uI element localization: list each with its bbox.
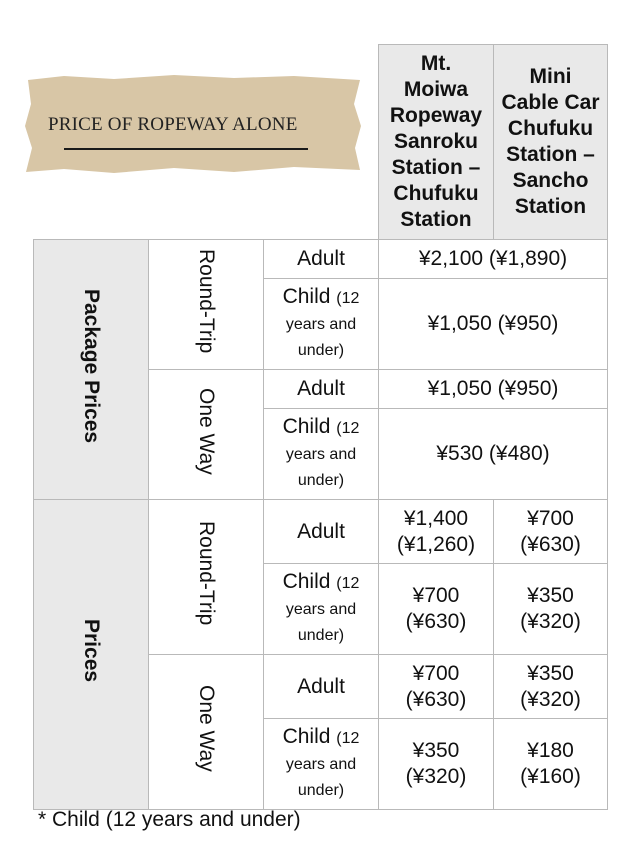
fare-type-adult: Adult [264, 370, 379, 409]
child-label-line-1 [264, 414, 378, 442]
price-value: ¥180 [527, 739, 574, 762]
header-spacer [34, 45, 379, 240]
col-ropeway-line-6: Chufuku [393, 182, 479, 205]
price-table [33, 44, 608, 810]
child-label-line-2: years and [285, 601, 357, 618]
column-header-ropeway [379, 45, 494, 240]
price-discount: (¥320) [520, 687, 581, 711]
child-word: Child [282, 570, 331, 593]
price-cable-round-child [494, 564, 608, 655]
price-cable-one-adult [494, 655, 608, 719]
price-ropeway-one-child [379, 719, 494, 810]
section-package-label: Package Prices [80, 288, 103, 444]
banner-title: PRICE OF ROPEWAY ALONE [48, 114, 298, 135]
price-discount: (¥320) [405, 765, 467, 788]
price-ropeway-one-adult [379, 655, 494, 719]
trip-round-label: Round-Trip [195, 521, 218, 626]
trip-one-way-label: One Way [195, 387, 218, 475]
price-value: ¥350 [527, 661, 574, 685]
price-value: ¥700 [527, 506, 574, 530]
child-label-line-3: under) [297, 342, 345, 359]
price-discount: (¥630) [405, 687, 467, 711]
child-word: Child [282, 285, 331, 308]
trip-round-prices [149, 500, 264, 655]
price-value: ¥1,400 [403, 506, 469, 530]
price-package-round-adult: ¥2,100 (¥1,890) [379, 240, 608, 279]
child-label-line-2: years and [285, 316, 357, 333]
section-package-prices [34, 240, 149, 500]
fare-type-adult: Adult [264, 240, 379, 279]
price-value: ¥700 [412, 661, 460, 685]
child-label-line-1 [264, 569, 378, 597]
child-label-line-1 [264, 724, 378, 752]
col-cable-line-2: Cable Car [501, 91, 600, 114]
child-age-open: (12 [336, 575, 360, 592]
trip-one-way-prices [149, 655, 264, 810]
child-label-line-3: under) [297, 472, 345, 489]
trip-round-label: Round-Trip [195, 248, 218, 354]
fare-type-adult: Adult [264, 655, 379, 719]
price-package-one-child: ¥530 (¥480) [379, 409, 608, 500]
fare-type-child [264, 719, 379, 810]
price-discount: (¥320) [520, 610, 581, 633]
col-cable-line-4: Station – [506, 143, 595, 166]
fare-type-child [264, 564, 379, 655]
child-label-line-2: years and [285, 446, 357, 463]
price-ropeway-round-child [379, 564, 494, 655]
col-ropeway-line-7: Station [400, 208, 472, 231]
trip-one-way-package [149, 370, 264, 500]
col-ropeway-line-5: Station – [391, 156, 481, 179]
col-cable-line-6: Station [514, 195, 587, 218]
price-discount: (¥630) [405, 610, 467, 633]
price-discount: (¥160) [520, 765, 581, 788]
child-label-line-2: years and [285, 756, 357, 773]
child-age-open: (12 [336, 290, 360, 307]
child-label-line-3: under) [297, 782, 345, 799]
col-ropeway-line-4: Sanroku [393, 130, 479, 153]
col-cable-line-1: Mini [529, 65, 572, 88]
section-prices [34, 500, 149, 810]
child-word: Child [282, 725, 331, 748]
price-discount: (¥630) [520, 532, 581, 556]
fare-type-adult: Adult [264, 500, 379, 564]
price-value: ¥350 [412, 739, 460, 762]
price-discount: (¥1,260) [396, 532, 476, 556]
col-cable-line-5: Sancho [512, 169, 589, 192]
col-ropeway-line-1: Mt. [420, 52, 452, 75]
section-prices-label: Prices [80, 619, 103, 683]
price-package-round-child: ¥1,050 (¥950) [379, 279, 608, 370]
trip-round-package [149, 240, 264, 370]
child-word: Child [282, 415, 331, 438]
col-ropeway-line-3: Ropeway [389, 104, 483, 127]
price-cable-one-child [494, 719, 608, 810]
child-age-open: (12 [336, 730, 360, 747]
col-ropeway-line-2: Moiwa [403, 78, 469, 101]
footnote: * Child (12 years and under) [38, 808, 301, 831]
price-cable-round-adult [494, 500, 608, 564]
price-package-one-adult: ¥1,050 (¥950) [379, 370, 608, 409]
fare-type-child [264, 409, 379, 500]
child-label-line-3: under) [297, 627, 345, 644]
price-value: ¥700 [412, 584, 460, 607]
fare-type-child [264, 279, 379, 370]
col-cable-line-3: Chufuku [507, 117, 594, 140]
child-age-open: (12 [336, 420, 360, 437]
child-label-line-1 [264, 284, 378, 312]
price-ropeway-round-adult [379, 500, 494, 564]
price-value: ¥350 [527, 584, 574, 607]
trip-one-way-label: One Way [195, 685, 218, 772]
column-header-cable-car [494, 45, 608, 240]
